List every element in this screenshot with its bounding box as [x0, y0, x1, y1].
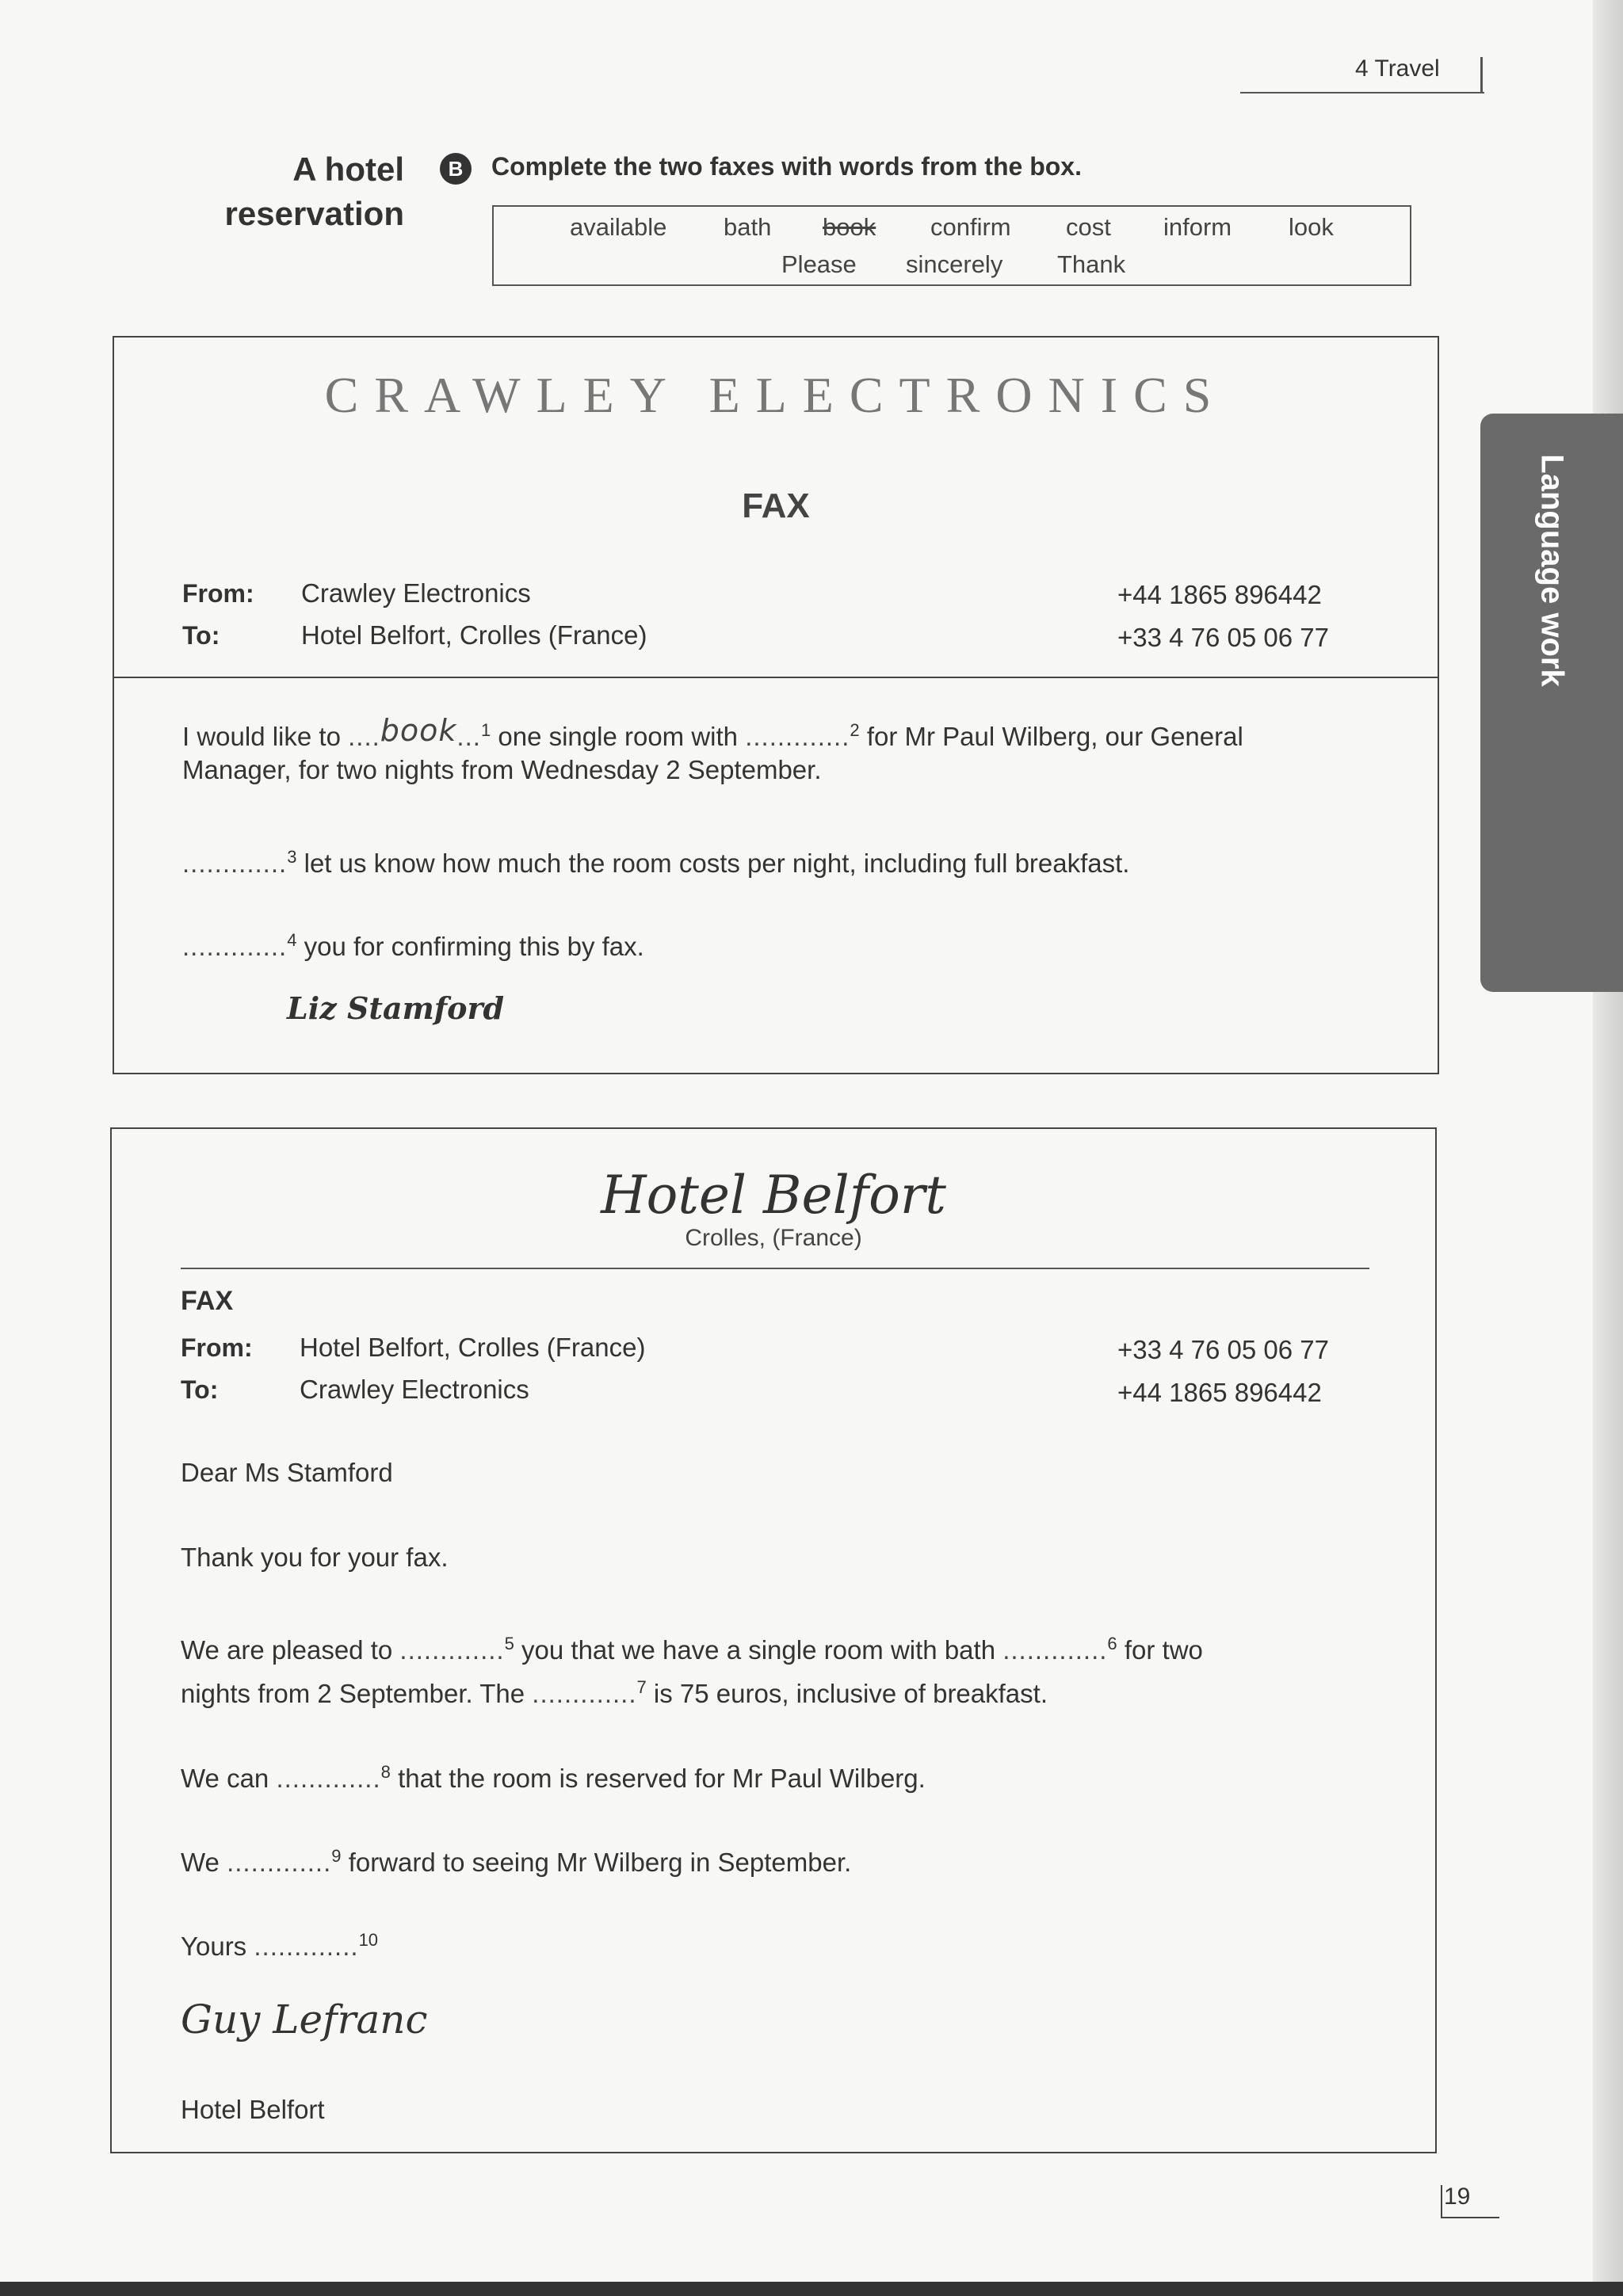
- fax2-to-phone: +44 1865 896442: [1117, 1378, 1322, 1407]
- word-box: [492, 205, 1411, 286]
- fax2-signature: Guy Lefranc: [181, 1997, 428, 2042]
- fax2-p3-text-a: We: [181, 1848, 220, 1877]
- hotel-logo: Hotel Belfort: [601, 1165, 946, 1226]
- fax2-p1-text-b: you that we have a single room with bath: [521, 1635, 996, 1665]
- side-tab-label: Language work: [1534, 454, 1570, 687]
- section-title-line1: A hotel: [292, 151, 404, 188]
- word-book-struck: book: [823, 213, 876, 241]
- fax1-paragraph-2: [182, 836, 1129, 885]
- fax1-from-phone: +44 1865 896442: [1117, 580, 1322, 609]
- page-number-bracket: [1441, 2185, 1442, 2217]
- fax1-p1-text-b: one single room with: [498, 722, 739, 751]
- section-title: [182, 147, 404, 236]
- fax1-company-name: CRAWLEY ELECTRONICS: [324, 367, 1228, 423]
- exercise-badge: B: [440, 153, 472, 185]
- fax1-to-phone: +33 4 76 05 06 77: [1117, 623, 1329, 652]
- word-bath: bath: [724, 213, 772, 241]
- fax1-paragraph-1-line-2: Manager, for two nights from Wednesday 2 September.: [182, 755, 822, 784]
- fax1-title: FAX: [742, 486, 810, 525]
- blank-7[interactable]: .............: [532, 1679, 637, 1708]
- blank-number-1: 1: [480, 720, 491, 740]
- blank-1: ....book...: [348, 713, 481, 751]
- blank-number-7: 7: [636, 1677, 647, 1697]
- page-number: 19: [1444, 2183, 1471, 2210]
- fax1-p1-text-c: for Mr Paul Wilberg, our General: [866, 722, 1243, 751]
- blank-8[interactable]: .............: [276, 1764, 381, 1793]
- fax2-title: FAX: [181, 1286, 234, 1316]
- fax2-p1-text-d: nights from 2 September. The: [181, 1679, 525, 1708]
- blank-10[interactable]: .............: [254, 1932, 359, 1961]
- fax2-from-label: From:: [181, 1333, 253, 1362]
- fax2-p1-text-c: for two: [1124, 1635, 1203, 1665]
- fax1-paragraph-3: [182, 919, 644, 968]
- blank-number-2: 2: [850, 720, 860, 740]
- page-spine-shadow: [1593, 0, 1623, 2296]
- word-inform: inform: [1163, 213, 1232, 241]
- fax2-sign-organisation: Hotel Belfort: [181, 2095, 325, 2124]
- fax2-paragraph-1-line-2: [181, 1666, 1048, 1715]
- fax2-to-value: Crawley Electronics: [300, 1375, 529, 1404]
- fax2-from-value: Hotel Belfort, Crolles (France): [300, 1333, 646, 1362]
- fax1-from-value: Crawley Electronics: [301, 578, 531, 608]
- word-thank: Thank: [1057, 250, 1126, 278]
- fax1-p3-text: you for confirming this by fax.: [304, 932, 644, 961]
- section-title-line2: reservation: [224, 195, 404, 232]
- fax2-p1-text-a: We are pleased to: [181, 1635, 393, 1665]
- chapter-rule: [1240, 92, 1484, 93]
- word-confirm: confirm: [930, 213, 1011, 241]
- blank-4[interactable]: .............: [182, 932, 288, 961]
- fax2-p2-text-b: that the room is reserved for Mr Paul Wilberg.: [398, 1764, 926, 1793]
- fax1-p1-text-a: I would like to: [182, 722, 341, 751]
- fax1-to-value: Hotel Belfort, Crolles (France): [301, 620, 647, 650]
- fax1-to-label: To:: [182, 621, 220, 650]
- fax2-p2-text-a: We can: [181, 1764, 269, 1793]
- page-number-rule: [1441, 2217, 1499, 2218]
- word-box-row-2: [494, 250, 1410, 284]
- fax2-header-rule: [181, 1268, 1369, 1269]
- fax2-closing-text: Yours: [181, 1932, 247, 1961]
- blank-number-3: 3: [287, 847, 297, 867]
- fax1-p2-text: let us know how much the room costs per night, including full breakfast.: [304, 849, 1130, 878]
- fax2-paragraph-3: [181, 1835, 851, 1884]
- fax1-signature: Liz Stamford: [287, 990, 505, 1026]
- blank-number-5: 5: [504, 1634, 514, 1653]
- word-available: available: [570, 213, 667, 241]
- word-cost: cost: [1066, 213, 1111, 241]
- page-bottom-edge: [0, 2282, 1623, 2296]
- hotel-location: Crolles, (France): [685, 1225, 862, 1251]
- fax2-closing: [181, 1919, 378, 1968]
- fax2-p1-text-e: is 75 euros, inclusive of breakfast.: [653, 1679, 1048, 1708]
- fax2-greeting: Dear Ms Stamford: [181, 1458, 393, 1487]
- blank-number-9: 9: [331, 1846, 342, 1866]
- blank-3[interactable]: .............: [182, 849, 288, 878]
- chapter-label: 4 Travel: [1355, 55, 1440, 82]
- blank-number-10: 10: [358, 1930, 379, 1950]
- fax2-paragraph-1-line-1: [181, 1623, 1203, 1672]
- blank-number-6: 6: [1107, 1634, 1117, 1653]
- word-please: Please: [781, 250, 857, 278]
- blank-2[interactable]: .............: [745, 722, 850, 751]
- word-sincerely: sincerely: [906, 250, 1003, 278]
- word-look: look: [1289, 213, 1334, 241]
- exercise-instruction: Complete the two faxes with words from the box.: [491, 152, 1082, 181]
- answer-book: book: [380, 713, 457, 748]
- fax2-from-phone: +33 4 76 05 06 77: [1117, 1335, 1329, 1364]
- blank-number-8: 8: [380, 1762, 391, 1782]
- fax2-paragraph-2: [181, 1751, 926, 1800]
- blank-5[interactable]: .............: [399, 1635, 505, 1665]
- fax1-header-divider: [113, 677, 1439, 678]
- fax1-from-label: From:: [182, 579, 254, 608]
- fax2-thanks: Thank you for your fax.: [181, 1543, 449, 1572]
- chapter-bracket: [1480, 57, 1483, 92]
- fax2-to-label: To:: [181, 1375, 219, 1404]
- blank-9[interactable]: .............: [227, 1848, 332, 1877]
- blank-number-4: 4: [287, 930, 297, 950]
- blank-6[interactable]: .............: [1002, 1635, 1108, 1665]
- word-box-row-1: [494, 213, 1410, 246]
- fax2-p3-text-b: forward to seeing Mr Wilberg in September.: [348, 1848, 852, 1877]
